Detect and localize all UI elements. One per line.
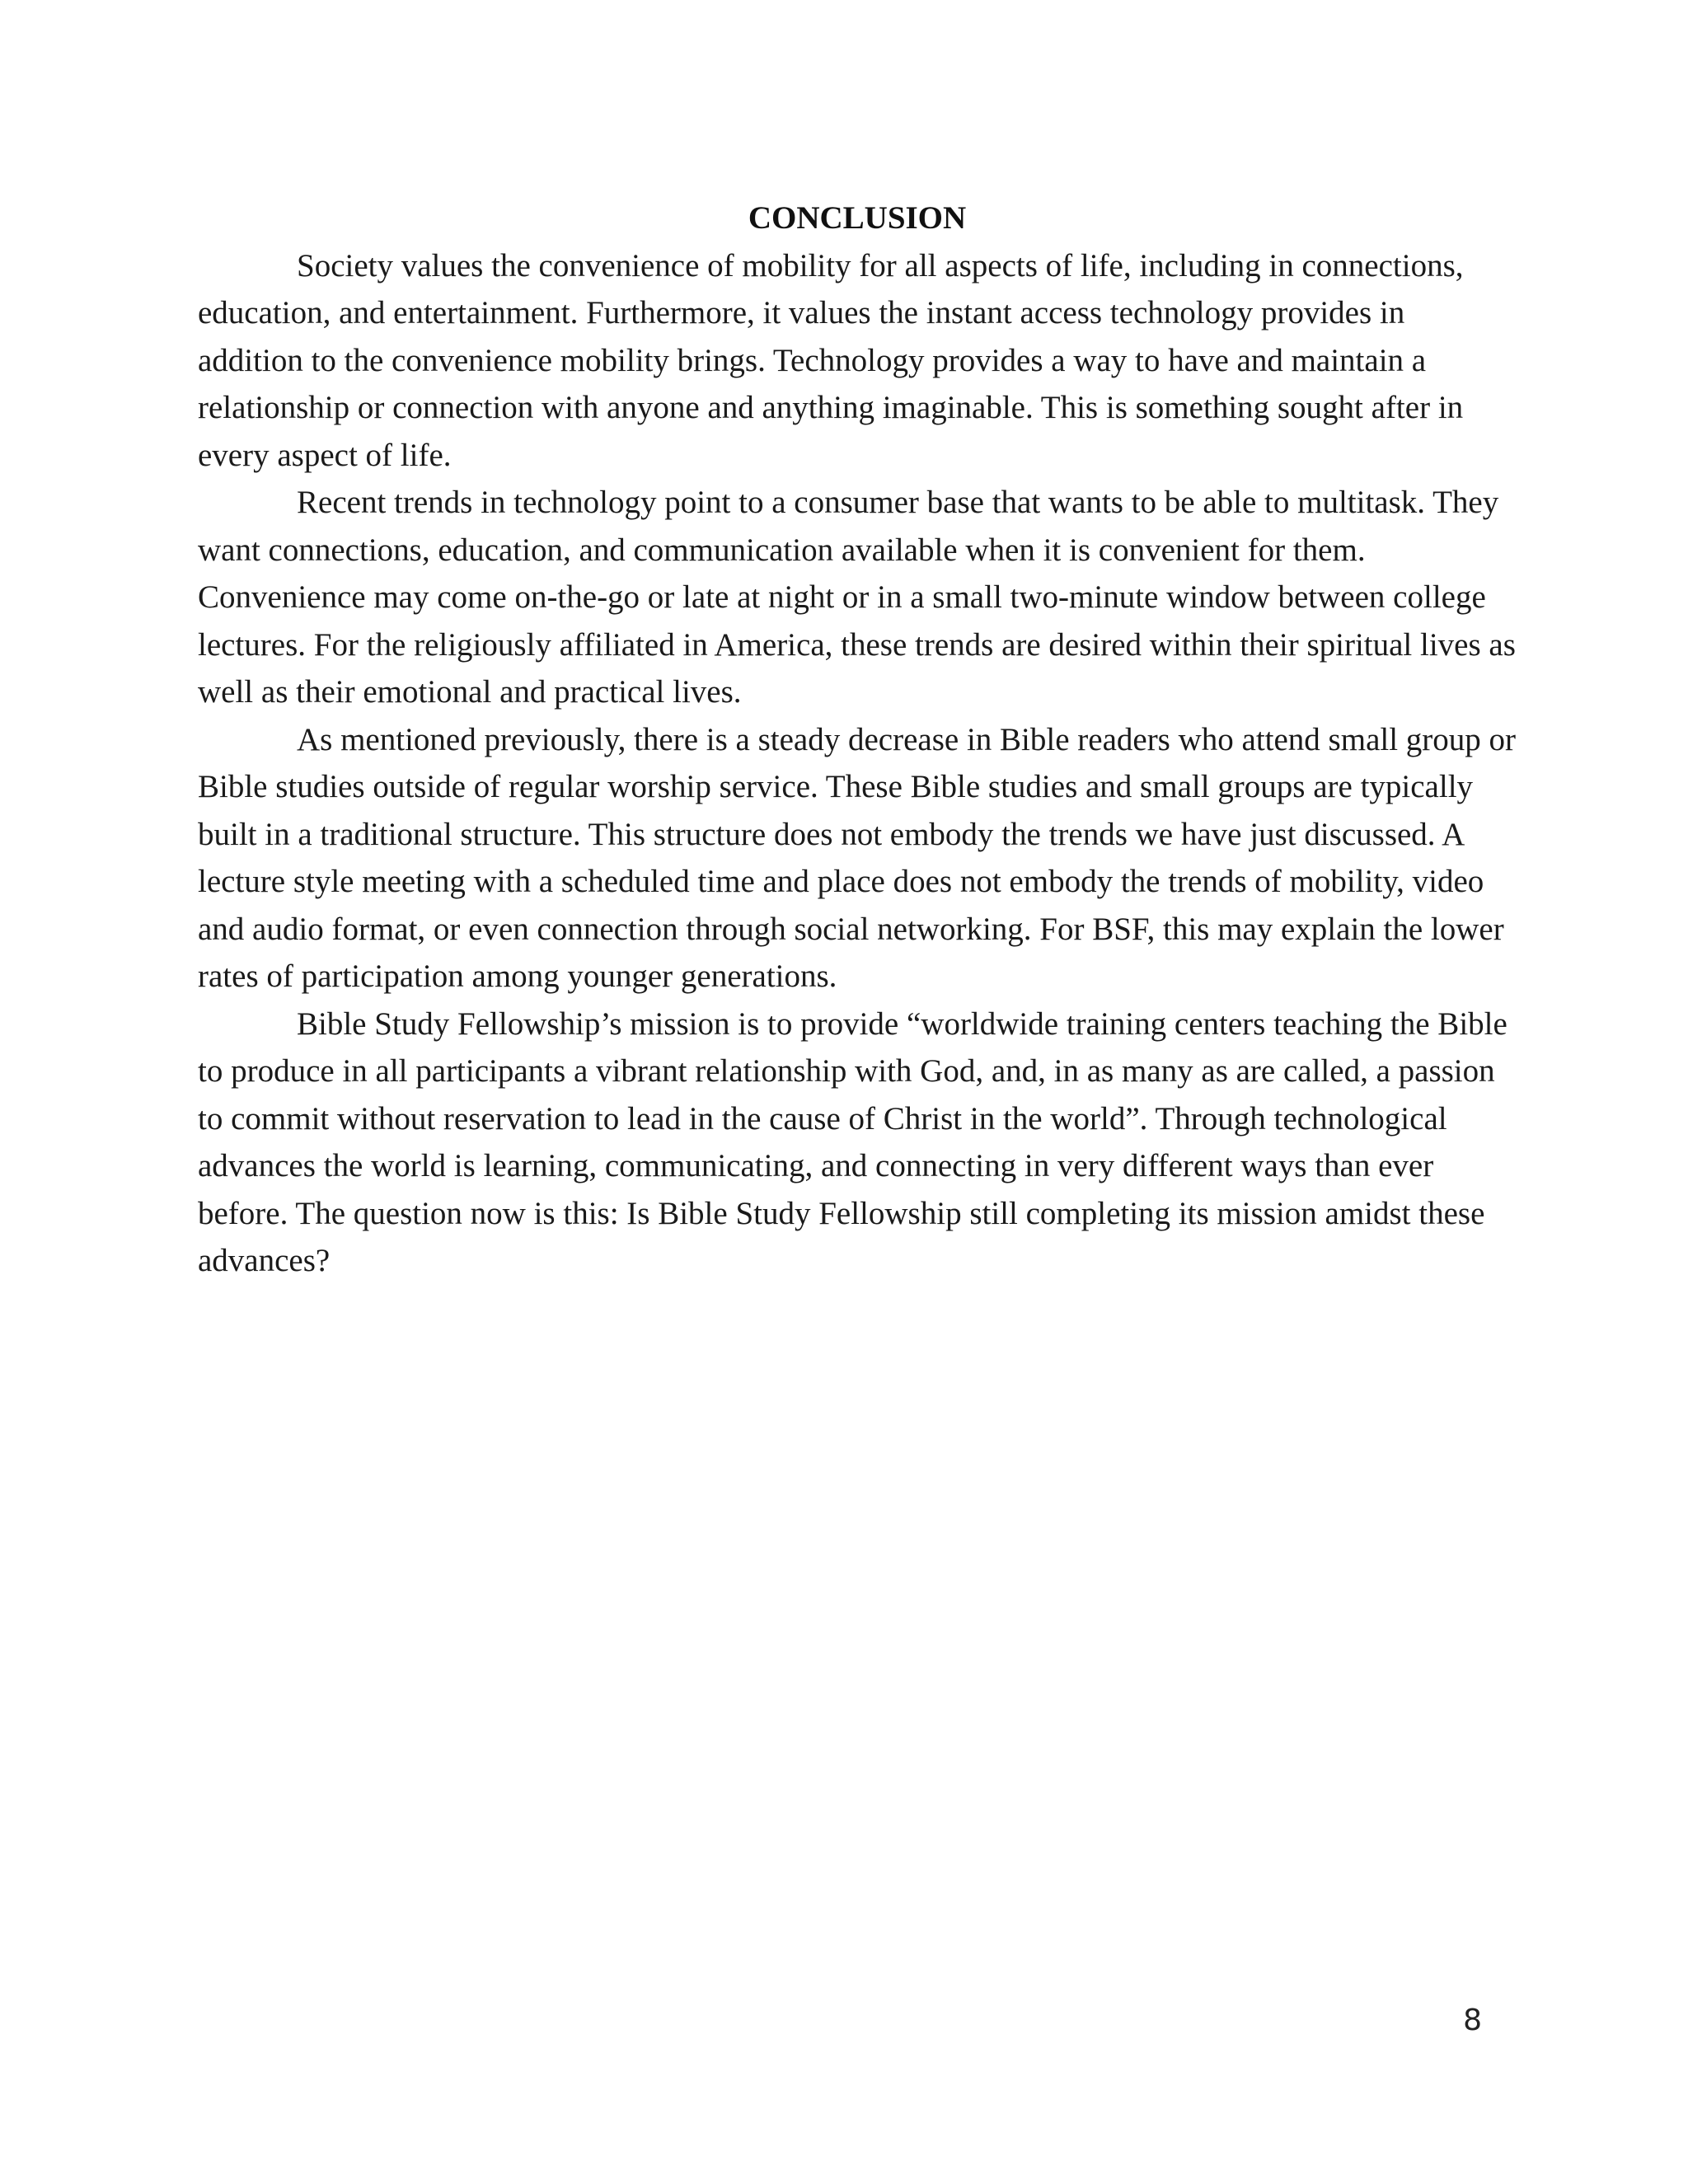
section-title: CONCLUSION xyxy=(748,200,967,236)
paragraph-3: As mentioned previously, there is a steady decrease in Bible readers who attend small group or Bible studies outside of regular worship service. These Bible studies and small groups are typically built in a traditional structure. This structure does not embody the trends we have just discussed. A lecture style meeting with a scheduled time and place does not embody the trends of mobility, video and audio format, or even connection through social networking. For BSF, this may explain the lower rates of participation among younger generations. xyxy=(198,721,1517,994)
paragraph-1: Society values the convenience of mobility for all aspects of life, including in connections, education, and entertainment. Furthermore, it values the instant access technology provides in addition to the convenience mobility brings. Technology provides a way to have and maintain a relationship or connection with anyone and anything imaginable. This is something sought after in every aspect of life. xyxy=(198,247,1464,473)
paragraph-4: Bible Study Fellowship’s mission is to provide “worldwide training centers teaching the Bible to produce in all participants a vibrant relationship with God, and, in as many as are called, a passion to commit without reservation to lead in the cause of Christ in the world”. Through technological advances the world is learning, communicating, and connecting in very different ways than ever before. The question now is this: Is Bible Study Fellowship still completing its mission amidst these advances? xyxy=(198,1005,1507,1278)
page-number: 8 xyxy=(1463,2004,1482,2037)
paragraph-2: Recent trends in technology point to a consumer base that wants to be able to multitask. They want connections, education, and communication available when it is convenient for them. Convenience may come on-the-go or late at night or in a small two-minute window between college lectures. For the religiously affiliated in America, these trends are desired within their spiritual lives as well as their emotional and practical lives. xyxy=(198,485,1516,710)
document-body xyxy=(198,194,1517,1285)
